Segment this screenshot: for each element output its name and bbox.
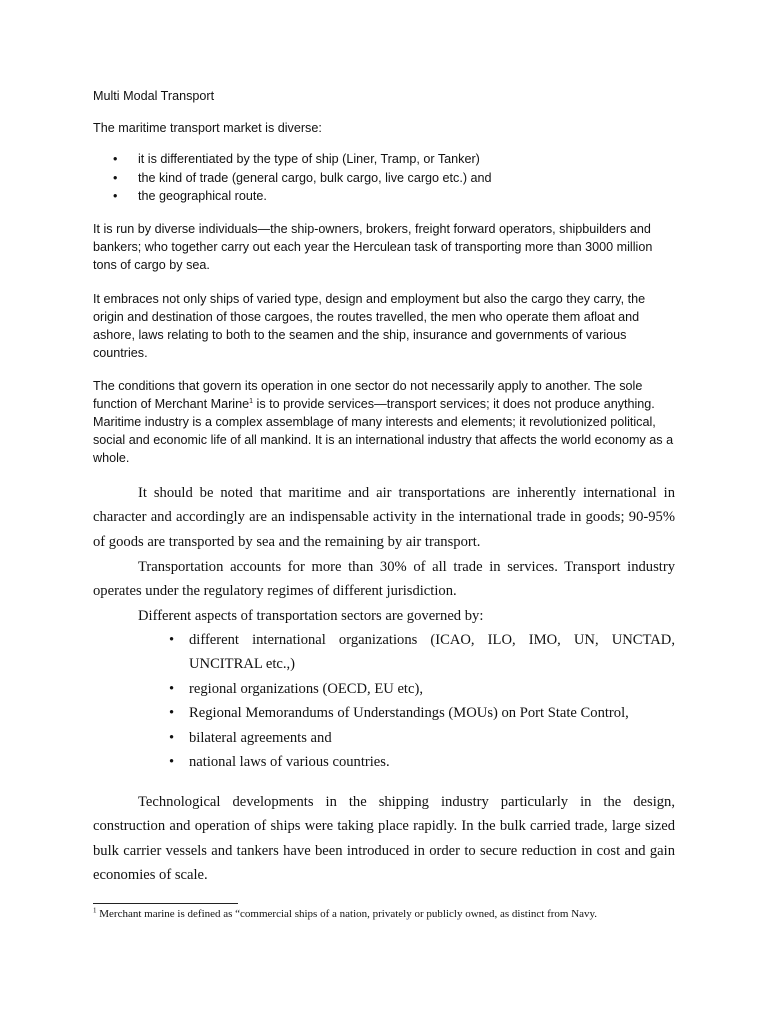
paragraph-services: Transportation accounts for more than 30% of all trade in services. Transport industry operates under the regulatory regimes of different jurisdiction. — [93, 559, 675, 600]
list-item — [93, 187, 675, 206]
bullet-icon: • — [113, 170, 118, 185]
list-item-text: national laws of various countries. — [189, 754, 390, 771]
footnote-mark: 1 — [93, 906, 97, 915]
list-item-text: regional organizations (OECD, EU etc), — [189, 680, 423, 697]
bullet-icon: • — [169, 729, 175, 746]
list-item — [93, 150, 675, 169]
paragraph-governed: Different aspects of transportation sectors are governed by: — [138, 608, 484, 624]
list-item — [93, 726, 675, 750]
list-item — [93, 677, 675, 701]
bullet-icon: • — [169, 705, 175, 722]
list-item-text: Regional Memorandums of Understandings (MOUs) on Port State Control, — [189, 705, 629, 722]
list-item — [93, 169, 675, 188]
footnote — [93, 907, 683, 921]
list-item-text: different international organizations (ICAO, ILO, IMO, UN, UNCTAD, UNCITRAL etc.,) — [189, 632, 675, 673]
list-item — [93, 750, 675, 774]
paragraph-individuals: It is run by diverse individuals—the ship-owners, brokers, freight forward operators, shipbuilders and bankers; who together carry out each year the Herculean task of transporting more than 3000 million tons of cargo by sea. — [93, 222, 653, 272]
ship-market-list — [93, 150, 675, 206]
governing-bodies-list — [93, 628, 675, 774]
bullet-icon: • — [169, 632, 175, 648]
bullet-icon: • — [169, 680, 175, 697]
bullet-icon: • — [113, 152, 118, 166]
list-item-text: the kind of trade (general cargo, bulk cargo, live cargo etc.) and — [138, 170, 492, 185]
footnote-text: Merchant marine is defined as “commercial ships of a nation, privately or publicly owned, as distinct from Navy. — [96, 908, 598, 920]
paragraph-technological: Technological developments in the shipping industry particularly in the design, construction and operation of ships were taking place rapidly. In the bulk carried trade, large sized bulk carrier vessels and tankers have been introduced in order to secure reduction in cost and gain economies of scale. — [93, 794, 675, 884]
paragraph-conditions — [93, 377, 675, 467]
footnote-reference[interactable]: 1 — [249, 397, 254, 405]
paragraph-text: is to provide services—transport services; it does not produce anything. Maritime industry is a complex assemblage of many interests and elements; it revolutionized political, social and economic life of all mankind. It is an international industry that affects the world economy as a whole. — [93, 397, 674, 465]
list-item — [93, 701, 675, 725]
paragraph-embraces: It embraces not only ships of varied type, design and employment but also the cargo they carry, the origin and destination of those cargoes, the routes travelled, the men who operate them afloat and ashore, laws relating to both to the seamen and the ship, insurance and governments of various countries. — [93, 292, 646, 360]
list-item — [93, 628, 675, 677]
bullet-icon: • — [169, 754, 175, 771]
paragraph-international: It should be noted that maritime and air transportations are inherently international in character and accordingly are an indispensable activity in the international trade in goods; 90-95% of goods are transported by sea and the remaining by air transport. — [93, 485, 675, 550]
list-item-text: the geographical route. — [138, 189, 267, 203]
list-item-text: it is differentiated by the type of ship (Liner, Tramp, or Tanker) — [138, 152, 480, 166]
list-item-text: bilateral agreements and — [189, 729, 332, 746]
footnote-divider — [93, 903, 238, 904]
intro-paragraph: The maritime transport market is diverse: — [93, 121, 322, 135]
paragraph-text: The conditions that govern its operation in one sector do not necessarily apply to another. The sole function of Merchant Marine — [93, 379, 643, 411]
document-title: Multi Modal Transport — [93, 89, 215, 103]
bullet-icon: • — [113, 189, 118, 203]
